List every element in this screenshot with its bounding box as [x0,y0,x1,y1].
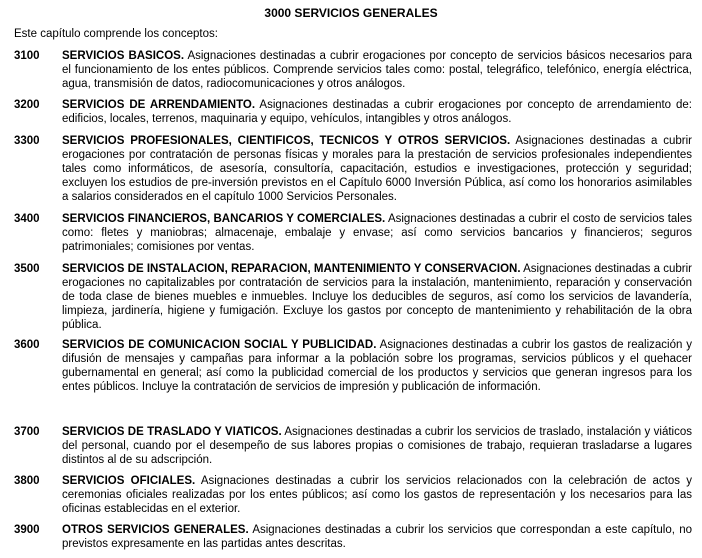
concept-name: SERVICIOS FINANCIEROS, BANCARIOS Y COMERCIALES. [62,213,386,225]
concept-code: 3800 [14,475,40,487]
concept-3400 [14,212,692,254]
concept-name: SERVICIOS OFICIALES. [62,475,196,487]
concept-text [62,474,692,516]
concept-code: 3600 [14,339,40,351]
concept-description: Asignaciones destinadas a cubrir los servicios relacionados con la celebración de actos y ceremonias oficiales realizadas por los entes públicos; así como los gastos de representación y los necesarios para las oficinas establecidas en el exterior. [62,475,692,515]
concept-code: 3300 [14,135,40,147]
concept-3700 [14,425,692,467]
concept-text [62,262,692,332]
concept-code: 3900 [14,524,40,536]
concept-code: 3200 [14,99,40,111]
concept-3600 [14,338,692,394]
concept-description: Asignaciones destinadas a cubrir los gastos de realización y difusión de mensajes y campañas para informar a la población sobre los programas, servicios públicos y el quehacer gubernamental en general; así como la publicidad comercial de los productos y servicios que generan ingresos para los entes públicos. Incluye la contratación de servicios de impresión y publicación de información. [62,339,692,393]
concept-name: SERVICIOS DE ARRENDAMIENTO. [62,99,256,111]
concept-text [62,212,692,254]
concept-3800 [14,474,692,516]
concept-3200 [14,98,692,126]
concept-name: SERVICIOS BASICOS. [62,50,185,62]
concept-description: Asignaciones destinadas a cubrir erogaciones no capitalizables por contratación de servicios para la instalación, mantenimiento, reparación y conservación de toda clase de bienes muebles e inmuebles. Incluye los deducibles de seguros, así como los servicios de lavandería, limpieza, jardinería, higiene y fumigación. Excluye los gastos por concepto de mantenimiento y rehabilitación de la obra pública. [62,263,692,331]
concept-description: Asignaciones destinadas a cubrir los servicios que correspondan a este capítulo, no previstos expresamente en las partidas antes descritas. [62,524,692,550]
concept-code: 3400 [14,213,40,225]
concept-text [62,98,692,126]
concept-text [62,338,692,394]
concept-description: Asignaciones destinadas a cubrir erogaciones por concepto de servicios básicos necesarios para el funcionamiento de los entes públicos. Comprende servicios tales como: postal, telegráfico, telefónico, energía eléctrica, agua, transmisión de datos, radiocomunicaciones y otros análogos. [62,50,693,90]
concept-text [62,49,692,91]
concept-name: SERVICIOS DE COMUNICACION SOCIAL Y PUBLICIDAD. [62,339,377,351]
concept-description: Asignaciones destinadas a cubrir erogaciones por contratación de personas físicas y morales para la prestación de servicios profesionales independientes tales como informáticos, de asesoría, consultoría, capacitación, estudios e investigaciones, protección y seguridad; excluyen los estudios de pre-inversión previstos en el Capítulo 6000 Inversión Pública, así como los honorarios asimilables a salarios considerados en el capítulo 1000 Servicios Personales. [62,135,692,203]
concept-3900 [14,523,692,551]
concept-code: 3700 [14,426,40,438]
concept-code: 3100 [14,50,40,62]
concept-3300 [14,134,692,204]
concept-name: SERVICIOS PROFESIONALES, CIENTIFICOS, TECNICOS Y OTROS SERVICIOS. [62,135,511,147]
concept-name: SERVICIOS DE INSTALACION, REPARACION, MANTENIMIENTO Y CONSERVACION. [62,263,521,275]
concept-description: Asignaciones destinadas a cubrir erogaciones por concepto de arrendamiento de: edificios, locales, terrenos, maquinaria y equipo, vehículos, intangibles y otros análogos. [62,99,692,125]
concept-text [62,425,692,467]
concept-text [62,134,692,204]
concept-description: Asignaciones destinadas a cubrir los servicios de traslado, instalación y viáticos del personal, cuando por el desempeño de sus labores propias o comisiones de trabajo, requieran trasladarse a lugares distintos al de su adscripción. [62,426,692,466]
chapter-title: 3000 SERVICIOS GENERALES [264,6,438,20]
concept-3500 [14,262,692,332]
concept-description: Asignaciones destinadas a cubrir el costo de servicios tales como: fletes y maniobras; almacenaje, embalaje y envase; así como servicios bancarios y financieros; seguros patrimoniales; comisiones por ventas. [62,213,693,253]
concept-name: SERVICIOS DE TRASLADO Y VIATICOS. [62,426,282,438]
concept-code: 3500 [14,263,40,275]
concept-3100 [14,49,692,91]
chapter-intro: Este capítulo comprende los conceptos: [14,28,218,40]
concept-name: OTROS SERVICIOS GENERALES. [62,524,249,536]
concept-text [62,523,692,551]
